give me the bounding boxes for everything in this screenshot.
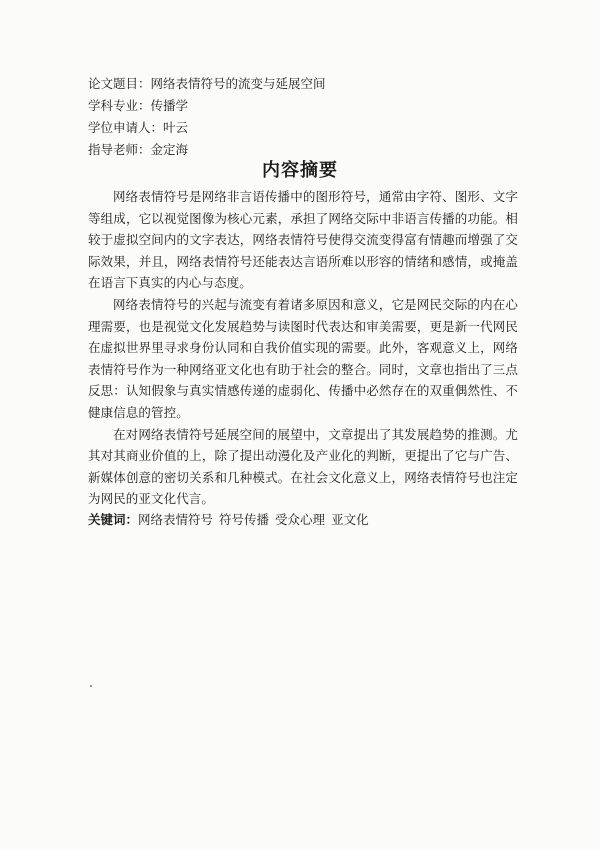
thesis-title-label: 论文题目：	[88, 76, 151, 91]
applicant-label: 学位申请人：	[88, 120, 164, 135]
abstract-heading: 内容摘要	[262, 160, 338, 181]
thesis-metadata	[88, 73, 528, 161]
abstract-paragraph-3: 在对网络表情符号延展空间的展望中，文章提出了其发展趋势的推测。尤其对其商业价值的上，除了提出动漫化及产业化的判断，更提出了它与广告、新媒体创意的密切关系和几种模式。在社会文化意义上，网络表情符号也注定为网民的亚文化代言。	[88, 426, 518, 507]
keyword-item: 亚文化	[331, 512, 369, 527]
thesis-title-value: 网络表情符号的流变与延展空间	[150, 76, 326, 91]
keyword-item: 受众心理	[275, 512, 326, 527]
major-line	[88, 95, 528, 117]
major-label: 学科专业：	[88, 98, 151, 113]
advisor-value: 金定海	[150, 142, 189, 157]
applicant-line	[88, 117, 528, 139]
keywords-line	[88, 510, 518, 530]
thesis-title-line	[88, 73, 528, 95]
abstract-paragraph-1: 网络表情符号是网络非言语传播中的图形符号，通常由字符、图形、文字等组成，它以视觉图像为核心元素，承担了网络交际中非语言传播的功能。相较于虚拟空间内的文字表达，网络表情符号使得交流变得富有情趣而增强了交际效果，并且，网络表情符号还能表达言语所难以形容的情绪和感情，或掩盖在语言下真实的内心与态度。	[88, 189, 518, 291]
advisor-label: 指导老师：	[88, 142, 151, 157]
keywords-label: 关键词：	[88, 512, 139, 527]
keyword-item: 符号传播	[219, 512, 270, 527]
keyword-item: 网络表情符号	[138, 512, 214, 527]
major-value: 传播学	[150, 98, 189, 113]
abstract-paragraph-2: 网络表情符号的兴起与流变有着诸多原因和意义，它是网民交际的内在心理需要，也是视觉文化发展趋势与读图时代表达和审美需要，更是新一代网民在虚拟世界里寻求身份认同和自我价值实现的需要。此外，客观意义上，网络表情符号作为一种网络亚文化也有助于社会的整合。同时，文章也指出了三点反思：认知假象与真实情感传递的虚弱化、传播中必然存在的双重偶然性、不健康信息的管控。	[88, 296, 518, 420]
scan-speck	[90, 685, 92, 687]
applicant-value: 叶云	[163, 120, 189, 135]
abstract-body	[88, 186, 518, 510]
advisor-line	[88, 139, 528, 161]
